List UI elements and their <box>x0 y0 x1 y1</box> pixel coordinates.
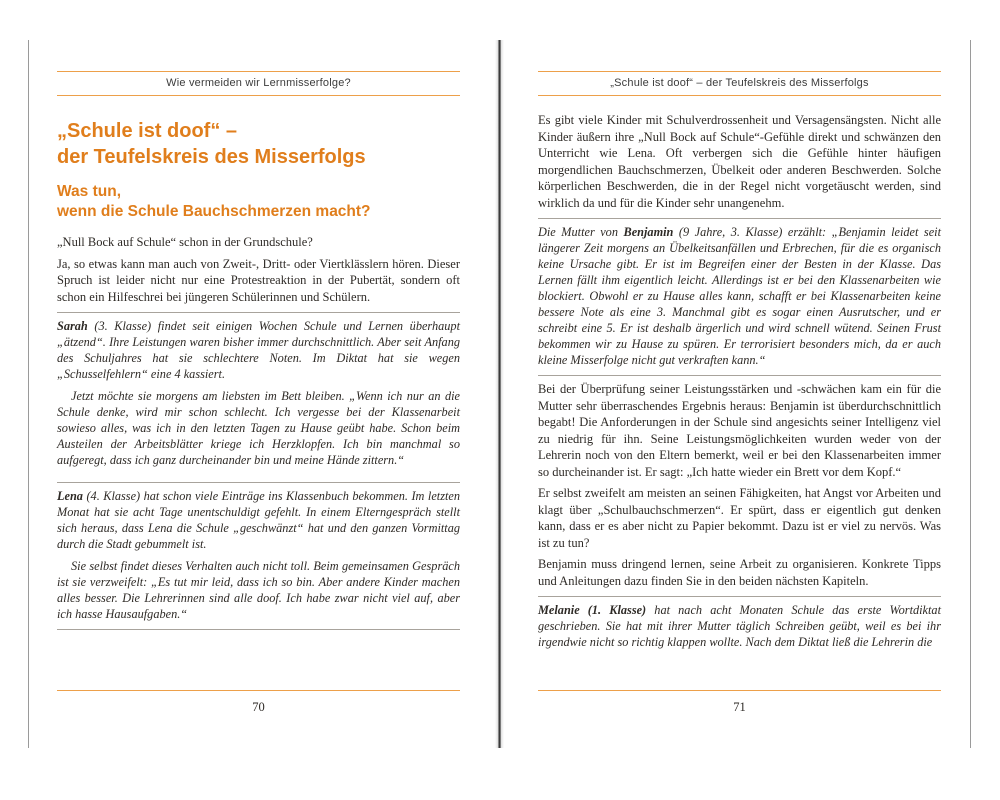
case-text: hat nach acht Monaten Schule das erste Wortdiktat geschrieben. Sie hat mit ihrer Mutter täglich Schreiben geübt, weil es bei ihr irgendwie nicht so richtig klappen wollte. Nach dem Diktat ließ die Lehrerin die <box>538 603 941 649</box>
chapter-title-line2: der Teufelskreis des Misserfolgs <box>57 146 366 168</box>
case-study-sarah <box>57 312 460 475</box>
page-number-right: 71 <box>733 700 746 714</box>
page-number-left: 70 <box>252 700 265 714</box>
chapter-title-line1: „Schule ist doof“ – <box>57 120 238 142</box>
case-text: Die Mutter von <box>538 225 624 239</box>
case-text: Sie selbst findet dieses Verhalten auch nicht toll. Beim gemeinsamen Gespräch ist sie verzweifelt: „Es tut mir leid, dass ich so bin. Aber andere Kinder machen alles besser. Die Lehrerinnen sind alle doof. Ich habe zwar nicht viel auf, aber ich hasse Hausaufgaben.“ <box>57 559 460 621</box>
case-paragraph <box>57 388 460 468</box>
running-header-right <box>538 71 941 96</box>
body-paragraph: Er selbst zweifelt am meisten an seinen Fähigkeiten, hat Angst vor Arbeiten und klagt über „Schulbauchschmerzen“. Er spürt, dass er eigentlich gut denken kann, dass er es aber nicht zu Papier bekommt. Dazu ist er viel zu nervös. Was ist zu tun? <box>538 486 941 550</box>
chapter-subtitle-line1: Was tun, <box>57 183 122 200</box>
case-name: Melanie (1. Klasse) <box>538 603 647 617</box>
page-71 <box>538 71 941 716</box>
page-footer-right <box>538 690 941 716</box>
page-70 <box>57 71 460 716</box>
case-paragraph <box>57 488 460 552</box>
intro-paragraph: Ja, so etwas kann man auch von Zweit-, Dritt- oder Viertklässlern hören. Dieser Spruch ist leider nicht nur eine Protestreaktion in der Pubertät, sondern oft schon ein Hilfeschrei bei jüngeren Schülerinnen und Schülern. <box>57 256 460 304</box>
case-name: Sarah <box>57 319 88 333</box>
chapter-title <box>57 118 460 170</box>
chapter-subtitle <box>57 182 460 222</box>
intro-question: „Null Bock auf Schule“ schon in der Grundschule? <box>57 235 313 249</box>
page-edge-right <box>970 40 971 748</box>
book-spine <box>495 40 504 748</box>
body-paragraph: Benjamin muss dringend lernen, seine Arbeit zu organisieren. Konkrete Tipps und Anleitungen dazu finden Sie in den beiden nächsten Kapiteln. <box>538 557 941 588</box>
case-paragraph <box>57 558 460 622</box>
case-name: Lena <box>57 489 83 503</box>
case-text: (4. Klasse) hat schon viele Einträge ins Klassenbuch bekommen. Im letzten Monat hat sie acht Tage unentschuldigt gefehlt. In einem Elterngespräch stellt sich heraus, dass Lena die Schule „geschwänzt“ hat und den ganzen Vormittag durch die Stadt gebummelt ist. <box>57 489 460 551</box>
case-text: Jetzt möchte sie morgens am liebsten im Bett bleiben. „Wenn ich nur an die Schule denke, wird mir schon schlecht. Ich vergesse bei der Klassenarbeit sowieso alles, was ich in den letzten Tagen zu Hause geübt habe. Schon beim Austeilen der Arbeitsblätter kriege ich Herzklopfen. Ich bin manchmal so aufgeregt, dass ich ganz durcheinander bin und meine Hände zittern.“ <box>57 389 460 467</box>
body-paragraph: Es gibt viele Kinder mit Schulverdrossenheit und Versagensängsten. Nicht alle Kinder äußern ihre „Null Bock auf Schule“-Gefühle direkt und schwänzen den Unterricht wie Lena. Oft verbergen sich die Gefühle hinter häufigen morgendlichen Bauchschmerzen, Übelkeit oder anderen Beschwerden. Solche körperlichen Beschwerden, die in der Regel nicht vorgetäuscht werden, sind wirklich da und für die Kinder sehr unangenehm. <box>538 113 941 210</box>
case-text: (3. Klasse) findet seit einigen Wochen Schule und Lernen überhaupt „ätzend“. Ihre Leistungen waren bisher immer durchschnittlich. Aber seit Anfang des Schuljahres hat sie schlechtere Noten. Im Diktat hat sie wegen „Schusselfehlern“ eine 4 kassiert. <box>57 319 460 381</box>
case-text: (9 Jahre, 3. Klasse) erzählt: „Benjamin leidet seit längerer Zeit morgens an Übelkeitsanfällen und Erbrechen, für die es organisch keine Ursache gibt. Er ist im Begreifen einer der Besten in der Klasse. Das Lernen fällt ihm eigentlich leicht. Allerdings ist er bei den Klassenarbeiten wie blockiert. Obwohl er zu Hause alles kann, schafft er bei Klassenarbeiten keine bessere Note als eine 3. Manchmal gibt es sogar einen Ausrutscher, und er schreibt eine 5. Er ist deshalb ärgerlich und wird schnell wütend. Seinen Frust bekommen wir zu Hause zu spüren. Er terrorisiert besonders mich, da er auch kleine Misserfolge nicht gut verkraften kann.“ <box>538 225 941 367</box>
running-header-text: „Schule ist doof“ – der Teufelskreis des Misserfolgs <box>610 77 869 89</box>
case-paragraph <box>538 224 941 368</box>
case-study-melanie <box>538 596 941 657</box>
running-header-text: Wie vermeiden wir Lernmisserfolge? <box>166 77 351 89</box>
case-study-benjamin <box>538 218 941 376</box>
body-paragraph: Bei der Überprüfung seiner Leistungsstärken und -schwächen kam ein für die Mutter sehr überraschendes Ergebnis heraus: Benjamin ist überdurchschnittlich begabt! Die Anforderungen in der Schule sind angesichts seiner Intelligenz viel zu niedrig für ihn. Seine Leistungsmöglichkeiten wurden weder von der Lehrerin noch von den Eltern bemerkt, weil er bei den Klassenarbeiten immer so durcheinander ist. Er sagt: „Ich hatte wieder ein Brett vor dem Kopf.“ <box>538 382 941 479</box>
case-study-lena <box>57 482 460 630</box>
page-footer-left <box>57 690 460 716</box>
case-name: Benjamin <box>623 225 674 239</box>
case-paragraph <box>57 318 460 382</box>
chapter-subtitle-line2: wenn die Schule Bauchschmerzen macht? <box>57 203 371 220</box>
running-header-left <box>57 71 460 96</box>
case-paragraph <box>538 602 941 650</box>
page-edge-left <box>28 40 29 748</box>
